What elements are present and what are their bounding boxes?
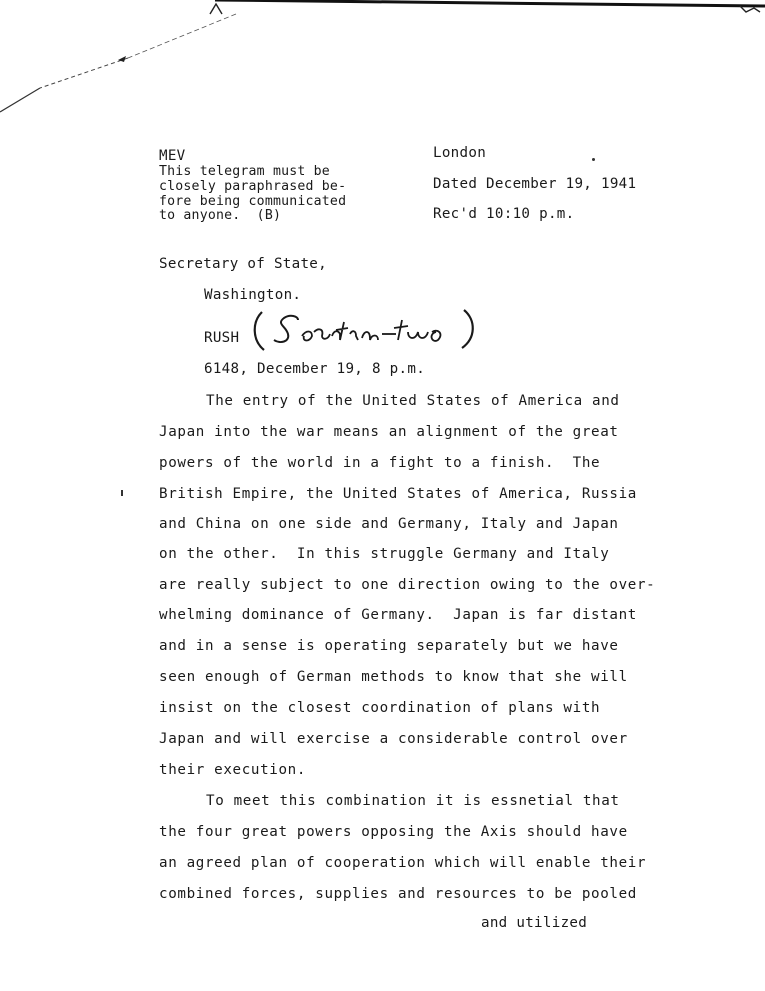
dated-line: Dated December 19, 1941 <box>433 176 637 192</box>
origin-city: London <box>433 145 487 161</box>
addressee-city: Washington. <box>204 287 302 303</box>
body-line: the four great powers opposing the Axis should have <box>159 824 628 840</box>
body-line: and in a sense is operating separately but we have <box>159 638 619 654</box>
body-line: To meet this combination it is essnetial that <box>206 793 620 809</box>
body-line: British Empire, the United States of America, Russia <box>159 486 637 502</box>
header-code: MEV <box>159 148 186 164</box>
handwritten-note-text <box>250 308 375 312</box>
continuation-line: and utilized <box>481 915 588 931</box>
paraphrase-notice-line: closely paraphrased be- <box>159 179 347 194</box>
body-line: seen enough of German methods to know that she will <box>159 669 628 685</box>
body-line: insist on the closest coordination of plans with <box>159 700 601 716</box>
section-two-script-icon <box>250 308 480 352</box>
body-line: The entry of the United States of America and <box>206 393 620 409</box>
paraphrase-notice-line: to anyone. (B) <box>159 208 282 223</box>
paraphrase-notice-line: fore being communicated <box>159 194 347 209</box>
margin-speck <box>121 490 123 496</box>
addressee-title: Secretary of State, <box>159 256 327 272</box>
corner-fold-mark <box>0 0 765 120</box>
body-line: are really subject to one direction owing to the over- <box>159 577 656 593</box>
body-line: whelming dominance of Germany. Japan is far distant <box>159 607 637 623</box>
body-line: powers of the world in a fight to a finish. The <box>159 455 601 471</box>
body-line: combined forces, supplies and resources to be pooled <box>159 886 637 902</box>
body-line: Japan and will exercise a considerable control over <box>159 731 628 747</box>
body-line: their execution. <box>159 762 307 778</box>
body-line: and China on one side and Germany, Italy and Japan <box>159 516 619 532</box>
received-line: Rec'd 10:10 p.m. <box>433 206 575 222</box>
paraphrase-notice-line: This telegram must be <box>159 164 330 179</box>
margin-speck <box>592 158 595 161</box>
body-line: an agreed plan of cooperation which will enable their <box>159 855 647 871</box>
telegram-reference: 6148, December 19, 8 p.m. <box>204 361 426 377</box>
handwritten-section-note <box>250 308 480 352</box>
body-line: on the other. In this struggle Germany and Italy <box>159 546 610 562</box>
body-line: Japan into the war means an alignment of the great <box>159 424 619 440</box>
priority-marker: RUSH <box>204 330 240 346</box>
